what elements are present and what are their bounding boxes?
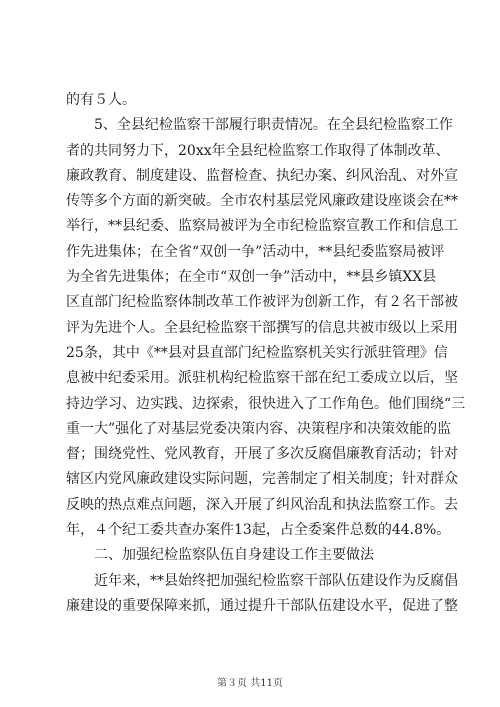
- body-text: [66, 88, 466, 619]
- text-line: 反映的热点难点问题，深入开展了纠风治乱和执法监察工作。去: [66, 496, 458, 513]
- text-line: 的有５人。: [66, 92, 136, 108]
- text-line: 传等多个方面的新突破。全市农村基层党风廉政建设座谈会在**: [66, 193, 458, 210]
- text-line: 近年来，**县始终把加强纪检监察干部队伍建设作为反腐倡: [94, 572, 458, 589]
- text-line: 作先进集体；在全省“双创一争”活动中，**县纪委监察局被评: [66, 243, 445, 260]
- page-footer: 第３页 共11页: [217, 678, 283, 689]
- text-line: 25条，其中《**县对县直部门纪检监察机关实行派驻管理》信: [66, 344, 448, 361]
- text-line: 年，４个纪工委共查办案件13起，占全委案件总数的44.8%。: [66, 522, 451, 539]
- text-line: 者的共同努力下，20xx年全县纪检监察工作取得了体制改革、: [66, 142, 450, 159]
- text-line: 评为先进个人。全县纪检监察干部撰写的信息共被市级以上采用: [66, 319, 458, 336]
- text-line: 廉建设的重要保障来抓，通过提升干部队伍建设水平，促进了整: [66, 597, 458, 614]
- text-line: 为全省先进集体；在全市“双创一争”活动中，**县乡镇XX县: [66, 269, 437, 286]
- text-line: 督；围绕党性、党风教育，开展了多次反腐倡廉教育活动；针对: [66, 446, 458, 463]
- text-line: 持边学习、边实践、边探索，很快进入了工作角色。他们围绕“三: [66, 395, 466, 412]
- text-line: 辖区内党风廉政建设实际问题，完善制定了相关制度；针对群众: [66, 471, 458, 488]
- text-line: 区直部门纪检监察体制改革工作被评为创新工作，有２名干部被: [66, 294, 458, 311]
- text-line: 息被中纪委采用。派驻机构纪检监察干部在纪工委成立以后，坚: [66, 370, 458, 387]
- text-line: 廉政教育、制度建设、监督检查、执纪办案、纠风治乱、对外宣: [66, 167, 458, 184]
- text-line: 5、全县纪检监察干部履行职责情况。在全县纪检监察工作: [94, 117, 453, 134]
- text-line: 举行，**县纪委、监察局被评为全市纪检监察宣教工作和信息工: [66, 218, 458, 235]
- text-line: 二、加强纪检监察队伍自身建设工作主要做法: [94, 547, 374, 564]
- text-line: 重一大”强化了对基层党委决策内容、决策程序和决策效能的监: [66, 420, 452, 437]
